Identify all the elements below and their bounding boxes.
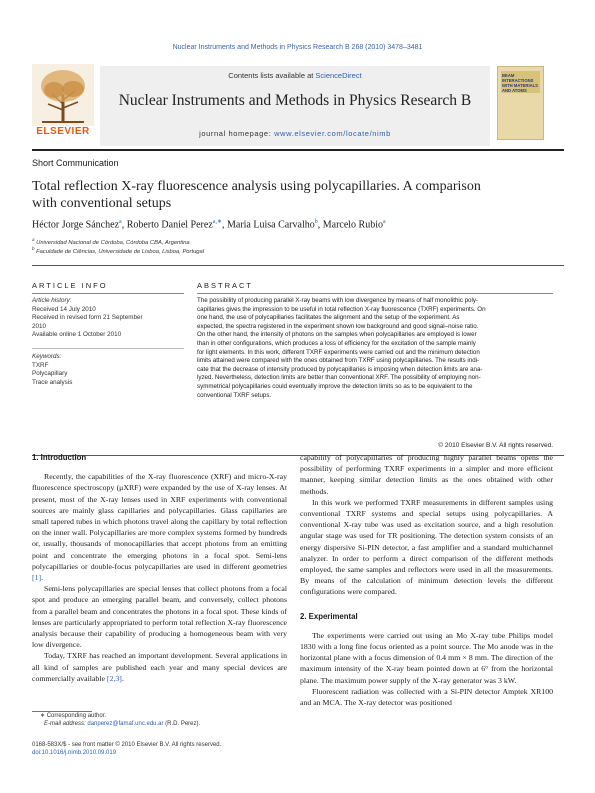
abstract-line: symmetrical polycapillaries could eventually improve the detection limits so as to be equivalent to the xyxy=(197,382,473,390)
paragraph-text: Recently, the capabilities of the X-ray fluorescence (XRF) and micro-X-ray fluorescence spectroscopy (μXRF) were expanded by the use of X-ray lenses. At present, most of the X-ray lenses used in XRF experiments with conventional sources are mainly glass capillaries and polycapillaries. Glass capillaries are small tapered tubes in which photons travel along the capillary by total reflection on the inner wall. Polycapillaries are more complex systems formed by hundreds or, usually, thousands of monocapillaries that accept photons from an emitting point and concentrate the emerging photons in a focal spot. Semi-lens polycapillaries or double-focus polycapillaries are used in different geometries xyxy=(32,472,287,571)
paragraph: Fluorescent radiation was collected with a Si-PIN detector Amptek XR100 and an MCA. The X-ray detector was positioned xyxy=(300,686,553,708)
info-top-rule xyxy=(32,265,564,266)
abstract-line: for light elements. In this work, different TXRF experiments were carried out and the minimum detection xyxy=(197,348,480,356)
article-info-heading: ARTICLE INFO xyxy=(32,281,108,290)
section-heading-introduction: 1. Introduction xyxy=(32,453,87,462)
author-affiliation-mark: a,∗ xyxy=(212,219,222,225)
article-type: Short Communication xyxy=(32,158,119,168)
abstract-line: cate that the decrease of intensity produced by polycapillaries is imposing when detection limits are ana- xyxy=(197,365,483,373)
abstract-line: capillaries gives the impression to be useful in total reflection X-ray fluorescence (TXRF) experiments. On xyxy=(197,305,486,313)
history-line: 2010 xyxy=(32,322,47,330)
homepage-prefix: journal homepage: xyxy=(199,129,275,138)
homepage-link[interactable]: www.elsevier.com/locate/nimb xyxy=(274,129,391,138)
author-affiliation-mark: a xyxy=(383,219,386,225)
contents-prefix: Contents lists available at xyxy=(228,71,316,80)
citation-link[interactable]: [1] xyxy=(32,573,42,583)
sciencedirect-link[interactable]: ScienceDirect xyxy=(315,71,362,80)
email-suffix: (R.D. Perez). xyxy=(163,721,201,727)
affiliation-mark: b xyxy=(32,246,35,251)
journal-title: Nuclear Instruments and Methods in Physics Research B xyxy=(118,92,472,109)
elsevier-wordmark: ELSEVIER xyxy=(36,126,90,137)
paragraph: Today, TXRF has reached an important development. Several applications in all kind of samples are published each year and many special devices are commercially available [2,3]. xyxy=(32,651,287,683)
right-column xyxy=(300,452,553,708)
abstract-rule xyxy=(197,293,553,294)
affiliation-text: Universidad Nacional de Córdoba, Córdoba CBA, Argentina xyxy=(36,239,190,246)
paragraph: capability of polycapillaries of producing highly parallel beams opens the possibility of performing TXRF experiments in a simpler and more efficient manner, keeping similar detection limits as the ones obtained with other methods. xyxy=(300,453,553,496)
footnote-mark: ∗ Corresponding author. xyxy=(40,713,107,719)
paragraph: Semi-lens polycapillaries are special lenses that collect photons from a focal spot and produce an emerging parallel beam, and conversely, collect photons from a parallel beam and concentrates the photons in a focal spot. These kinds of lenses are particularly appropriated to perform total reflection X-ray fluorescence analysis because their capability of producing a homogeneous beam with very low divergence. xyxy=(32,584,287,650)
article-title xyxy=(32,178,552,212)
cover-text: BEAM INTERACTIONS WITH MATERIALS AND ATOMS xyxy=(502,73,538,93)
paragraph: The experiments were carried out using an Mo X-ray tube Philips model 1830 with a long fine focus oriented as a point source. The Mo anode was in the horizontal plane with a focus dimension of 0.4 mm × 8 mm. The direction of the maximum intensity of the X-ray beam pointed down at 6° from the horizontal plane. The maximum power supply of the X-ray generator was 3 kW. xyxy=(300,630,553,685)
history-line: Received in revised form 21 September xyxy=(32,314,143,321)
journal-cover-thumbnail xyxy=(497,66,544,140)
doi-link[interactable]: doi:10.1016/j.nimb.2010.09.019 xyxy=(32,750,117,756)
title-line-2: with conventional setups xyxy=(32,196,172,211)
abstract-body xyxy=(197,297,553,400)
abstract-line: than in other configurations, which produces a loss of efficiency for the excitation of the sample mainly xyxy=(197,339,476,347)
affiliation-a xyxy=(32,237,190,246)
journal-reference[interactable]: Nuclear Instruments and Methods in Physics Research B 268 (2010) 3478–3481 xyxy=(172,44,423,51)
history-line: Received 14 July 2010 xyxy=(32,305,96,313)
history-label: Article history: xyxy=(32,297,72,304)
history-line: Available online 1 October 2010 xyxy=(32,331,122,338)
title-line-1: Total reflection X-ray fluorescence analysis using polycapillaries. A comparison xyxy=(32,179,481,194)
affiliation-mark: a xyxy=(32,237,35,242)
author-name[interactable]: Marcelo Rubio xyxy=(322,219,383,231)
paragraph: Recently, the capabilities of the X-ray fluorescence (XRF) and micro-X-ray fluorescence spectroscopy (μXRF) were expanded by the use of X-ray lenses. At present, most of the X-ray lenses used in XRF experiments with conventional sources are mainly glass capillaries and polycapillaries. Glass capillaries are small tapered tubes in which photons travel along the capillary by total reflection on the inner wall. Polycapillaries are more complex systems formed by hundreds or, usually, thousands of monocapillaries that accept photons from an emitting point and concentrate the emerging photons in a focal spot. Semi-lens polycapillaries or double-focus polycapillaries are used in different geometries [1]. xyxy=(32,472,287,583)
abstract-line: one hand, the use of polycapillaries facilitates the alignment and the setup of the experiment. As xyxy=(197,314,460,322)
keywords-rule xyxy=(32,348,184,349)
journal-homepage xyxy=(100,129,490,138)
article-info-rule xyxy=(32,293,184,294)
affiliation-b xyxy=(32,246,204,255)
keyword[interactable]: Trace analysis xyxy=(32,378,73,386)
keywords-label: Keywords: xyxy=(32,353,62,360)
email-link[interactable]: danperez@famaf.unc.edu.ar xyxy=(87,721,164,727)
publication-info xyxy=(32,741,332,757)
citation-link[interactable]: [2,3] xyxy=(106,673,122,683)
author-affiliation-mark: b xyxy=(314,219,318,225)
keywords-block xyxy=(32,353,184,387)
header-rule xyxy=(32,149,564,151)
footnote-email-line xyxy=(32,720,287,728)
abstract-line: expected, the spectra registered in the experiment shown low background and good signal–noise ratio. xyxy=(197,322,479,330)
keyword[interactable]: TXRF xyxy=(32,361,49,369)
abstract-line: lyzed. Nevertheless, detection limits are better than conventional XRF. The possibility of employing non- xyxy=(197,374,481,382)
email-label: E-mail address: xyxy=(44,721,88,727)
paragraph-text: Today, TXRF has reached an important development. Several applications in all kind of samples are published each year and many special devices are commercially available xyxy=(32,651,287,683)
keyword[interactable]: Polycapillary xyxy=(32,370,68,377)
contents-line xyxy=(100,71,490,80)
abstract-line: conventional TXRF setups. xyxy=(197,391,272,399)
section-heading-experimental: 2. Experimental xyxy=(300,611,358,621)
author-affiliation-mark: a xyxy=(119,219,122,225)
author-name[interactable]: Roberto Daniel Perez xyxy=(126,219,213,231)
article-history xyxy=(32,297,184,340)
affiliation-text: Faculdade de Ciências, Universidade de Lisboa, Lisboa, Portugal xyxy=(36,248,205,255)
issn-line: 0168-583X/$ - see front matter © 2010 Elsevier B.V. All rights reserved. xyxy=(32,742,222,748)
paragraph: In this work we performed TXRF measurements in different samples using conventional TXRF systems and special setups using polycapillaries. A conventional X-ray tube was used as excitation source, and a high resolution angular stage was used for TR positioning. The detection system consists of an energy dispersive Si-PIN detector, a fast amplifier and a standard multichannel analyzer. In order to perform a direct comparison of the different methods employed, the same samples and reflectors were used in all the measurements. By means of the calculation of minimum detection levels the different configurations were compared. xyxy=(300,497,553,597)
author-list: Héctor Jorge Sánchez$^a$, Roberto Daniel Perez$^{a,∗}$, Maria Luisa Carvalho$^b$, Marcelo Rubio$^a$ xyxy=(32,219,386,231)
author-name[interactable]: Héctor Jorge Sánchez xyxy=(32,219,120,231)
abstract-line: On the other hand, the intensity of photons on the samples when polycapillaries are employed is lower xyxy=(197,331,477,339)
abstract-line: limits attained were compared with the ones obtained from TXRF using polycapillaries. The results indi- xyxy=(197,357,480,365)
left-column xyxy=(32,452,287,684)
abstract-heading: ABSTRACT xyxy=(197,281,254,290)
corresponding-author-footnote xyxy=(32,712,287,728)
elsevier-tree-logo xyxy=(32,64,94,126)
abstract-line: The possibility of producing parallel X-ray beams with low divergence by means of half monolithic poly- xyxy=(197,297,478,304)
author-name[interactable]: Maria Luisa Carvalho xyxy=(226,219,315,231)
copyright-notice: © 2010 Elsevier B.V. All rights reserved. xyxy=(438,442,553,449)
